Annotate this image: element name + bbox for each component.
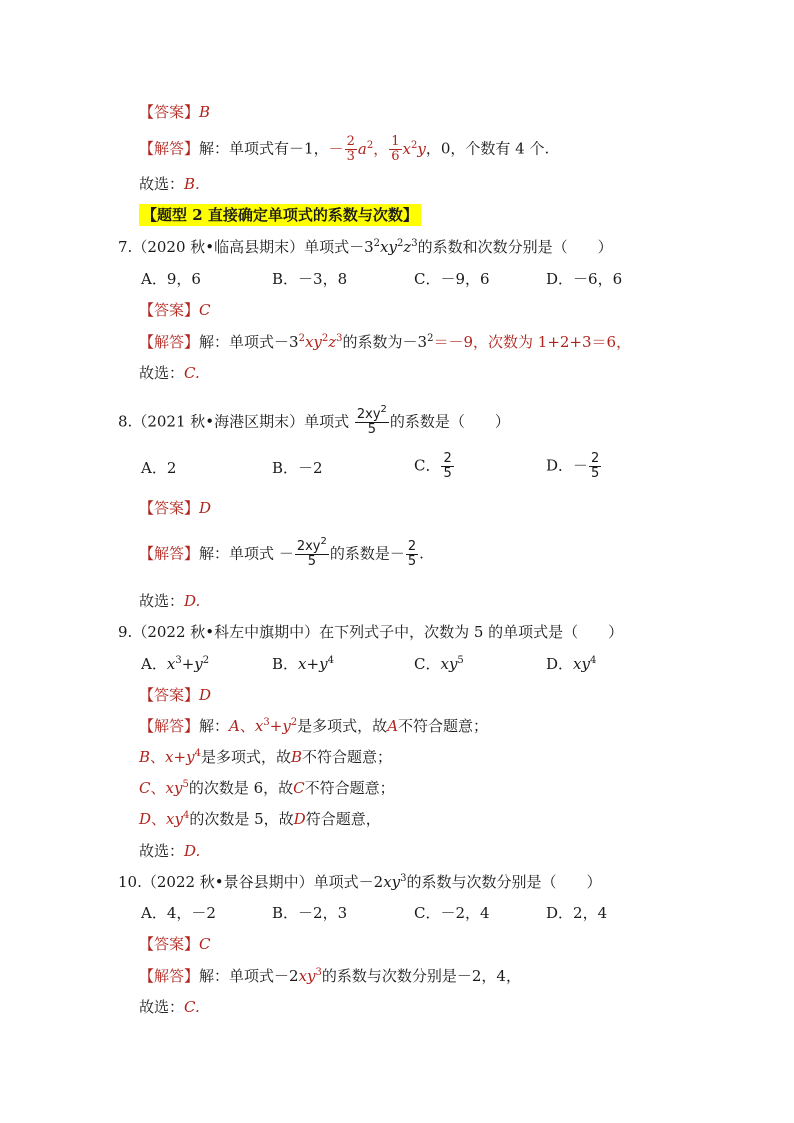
q10-option-a[interactable]: A．4，－2 — [141, 904, 216, 922]
q8-choose-line — [139, 591, 200, 611]
question-text: （2021 秋•海港区期末）单项式 — [132, 412, 354, 431]
solution-math: － $\frac{2}{3}$ $a^2$， $\frac{1}{6}$ $x^2y$ — [328, 134, 426, 164]
q10-option-b[interactable]: B．－2，3 — [272, 904, 348, 922]
choose-label: 故选： — [139, 175, 185, 193]
question-7: 7.（2020 秋•临高县期末）单项式$-3^2xy^2z^3$的系数和次数分别是（ ） — [118, 238, 613, 256]
solve-prefix: 解： — [199, 139, 230, 158]
choose-label: 故选： — [139, 842, 185, 860]
answer-value: C — [199, 935, 211, 953]
choose-label: 故选： — [139, 364, 185, 382]
solve-prefix: 解： — [199, 967, 230, 985]
answer-tag: 【答案】 — [139, 686, 200, 704]
solve-prefix: 解： — [199, 544, 230, 563]
solution-tag: 【解答】 — [139, 717, 200, 735]
q9-solution-line-1: 【解答】解：A、$x^3+y^2$是多项式，故A不符合题意； — [139, 717, 489, 735]
q9-answer-line — [139, 685, 211, 705]
q10-choose-line — [139, 997, 200, 1017]
q9-solution-line-4: D、$xy^4$的次数是 5，故D符合题意， — [139, 810, 381, 828]
choose-value: C. — [184, 998, 200, 1016]
q9-option-b[interactable]: B．$x+y^4$ — [272, 655, 334, 673]
solution-text: ，0，个数有 4 个. — [425, 139, 550, 158]
q8-option-b[interactable]: B．－2 — [272, 459, 323, 477]
q7-option-a[interactable]: A．9，6 — [141, 270, 201, 288]
q8-option-d[interactable]: D．－ $\frac{2}{5}$ — [546, 451, 600, 481]
q10-solution-line: 【解答】解：单项式$-2xy^3$的系数与次数分别是－2，4， — [139, 967, 521, 985]
fraction: $\frac{2xy^2}{5}$ — [296, 536, 327, 569]
fraction: $\frac{2xy^2}{5}$ — [356, 404, 387, 437]
fraction: $\frac{1}{6}$ — [391, 134, 400, 164]
q10-option-c[interactable]: C．－2，4 — [414, 904, 490, 922]
choose-value: C. — [184, 364, 200, 382]
solution-tag: 【解答】 — [139, 333, 200, 351]
fraction: $\frac{2}{5}$ — [407, 539, 417, 569]
q7-option-d[interactable]: D．－6，6 — [546, 270, 623, 288]
solution-tag: 【解答】 — [139, 967, 200, 985]
choose-label: 故选： — [139, 998, 185, 1016]
q7-option-c[interactable]: C．－9，6 — [414, 270, 490, 288]
q7-choose-line — [139, 363, 200, 383]
solution-text: 单项式有－1， — [229, 139, 329, 158]
question-text: （2022 秋•科左中旗期中）在下列式子中，次数为 5 的单项式是（ ） — [132, 623, 624, 641]
answer-value: D — [199, 499, 212, 517]
q9-solution-line-2: B、$x+y^4$是多项式，故B不符合题意； — [139, 748, 393, 766]
answer-tag: 【答案】 — [139, 499, 200, 517]
solution-tag: 【解答】 — [139, 544, 200, 563]
answer-value: C — [199, 301, 211, 319]
choose-label: 故选： — [139, 592, 185, 610]
q8-option-a[interactable]: A．2 — [141, 459, 177, 477]
choose-value: D. — [184, 592, 201, 610]
question-text: （2022 秋•景谷县期中）单项式－2 — [141, 873, 384, 891]
question-text: 的系数和次数分别是（ ） — [417, 238, 613, 256]
prev-answer-line — [139, 102, 210, 122]
q8-option-c[interactable]: C． $\frac{2}{5}$ — [414, 451, 452, 481]
question-text: （2020 秋•临高县期末）单项式－3 — [132, 238, 374, 256]
question-8 — [118, 404, 510, 437]
question-number: 10. — [118, 873, 142, 891]
choose-value: D. — [184, 842, 201, 860]
q9-solution-line-3: C、$xy^5$的次数是 6，故C不符合题意； — [139, 779, 395, 797]
q7-answer-line — [139, 300, 211, 320]
answer-tag: 【答案】 — [139, 935, 200, 953]
answer-tag: 【答案】 — [139, 301, 200, 319]
fraction: $\frac{2}{5}$ — [443, 451, 452, 481]
solve-prefix: 解： — [199, 717, 230, 735]
q9-choose-line — [139, 841, 200, 861]
question-text: 的系数是（ ） — [389, 412, 510, 431]
solution-tag: 【解答】 — [139, 139, 200, 158]
answer-value: B — [199, 103, 211, 121]
solve-prefix: 解： — [199, 333, 230, 351]
q7-solution-line: 【解答】解：单项式$-3^2xy^2z^3$的系数为$-3^2=-9$，次数为 1+2+3＝6， — [139, 333, 632, 351]
fraction: $\frac{2}{5}$ — [591, 451, 600, 481]
prev-choose-line — [139, 174, 200, 194]
q9-option-d[interactable]: D．$xy^4$ — [546, 655, 597, 673]
q8-answer-line — [139, 498, 211, 518]
prev-solution-line — [139, 135, 549, 164]
question-number: 9. — [118, 623, 133, 641]
question-10: 10.（2022 秋•景谷县期中）单项式$-2xy^3$的系数与次数分别是（ ） — [118, 873, 602, 891]
choose-value: B. — [184, 175, 200, 193]
q9-option-a[interactable]: A．$x^3+y^2$ — [141, 655, 210, 673]
q10-answer-line — [139, 934, 211, 954]
answer-value: D — [199, 686, 212, 704]
q10-option-d[interactable]: D．2，4 — [546, 904, 608, 922]
question-text: 的系数与次数分别是（ ） — [406, 873, 602, 891]
q9-option-c[interactable]: C．$xy^5$ — [414, 655, 464, 673]
answer-tag: 【答案】 — [139, 103, 200, 121]
question-number: 7. — [118, 238, 133, 256]
q8-solution-line: 【解答】解：单项式 － $\frac{2xy^2}{5}$ 的系数是－ $\frac{2}{5}$ . — [139, 536, 424, 569]
question-9 — [118, 622, 623, 642]
section-heading: 【题型 2 直接确定单项式的系数与次数】 — [139, 204, 421, 226]
question-number: 8. — [118, 412, 133, 431]
q7-option-b[interactable]: B．－3，8 — [272, 270, 348, 288]
fraction: $\frac{2}{3}$ — [346, 134, 355, 164]
